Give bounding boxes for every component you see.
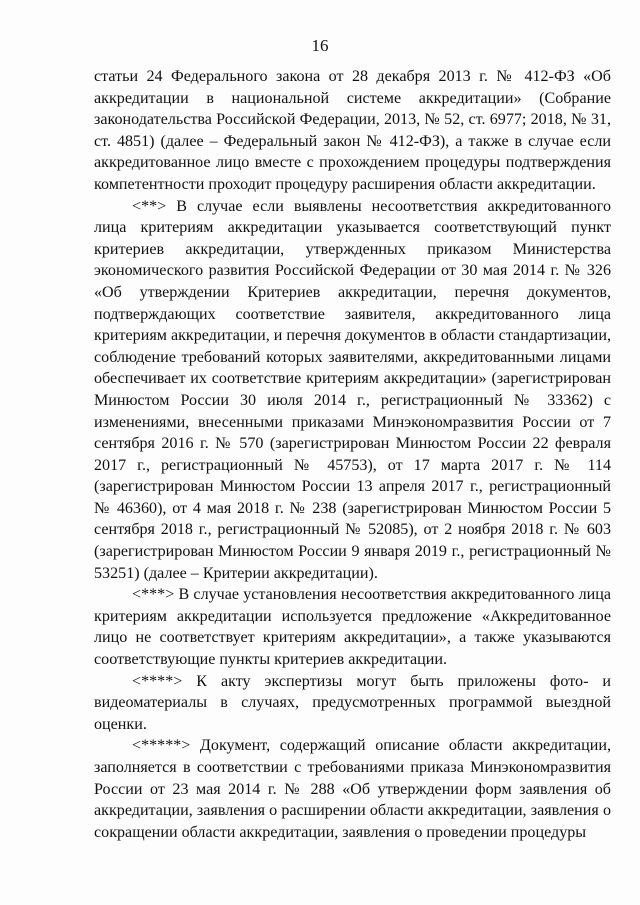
- footnote-paragraph: <**> В случае если выявлены несоответствия аккредитованного лица критериям аккредитации указывается соответствующий пункт критериев аккредитации, утвержденных приказом Министерства экономического развития Российской Федерации от 30 мая 2014 г. № 326 «Об утверждении Критериев аккредитации, перечня документов, подтверждающих соответствие заявителя, аккредитованного лица критериям аккредитации, и перечня документов в области стандартизации, соблюдение требований которых заявителями, аккредитованными лицами обеспечивает их соответствие критериям аккредитации» (зарегистрирован Минюстом России 30 июля 2014 г., регистрационный № 33362) с изменениями, внесенными приказами Минэкономразвития России от 7 сентября 2016 г. № 570 (зарегистрирован Минюстом России 22 февраля 2017 г., регистрационный № 45753), от 17 марта 2017 г. № 114 (зарегистрирован Минюстом России 13 апреля 2017 г., регистрационный № 46360), от 4 мая 2018 г. № 238 (зарегистрирован Минюстом России 5 сентября 2018 г., регистрационный № 52085), от 2 ноября 2018 г. № 603 (зарегистрирован Минюстом России 9 января 2019 г., регистрационный № 53251) (далее – Критерии аккредитации).: [94, 197, 611, 582]
- page-number: 16: [311, 36, 329, 55]
- document-body: [94, 66, 611, 843]
- footnote-paragraph: <*****> Документ, содержащий описание области аккредитации, заполняется в соответствии с требованиями приказа Минэкономразвития России от 23 мая 2014 г. № 288 «Об утверждении форм заявления об аккредитации, заявления о расширении области аккредитации, заявления о сокращении области аккредитации, заявления о проведении процедуры: [94, 737, 611, 841]
- footnote-paragraph: <****> К акту экспертизы могут быть приложены фото- и видеоматериалы в случаях, предусмотренных программой выездной оценки.: [94, 672, 611, 733]
- paragraph-continuation: статьи 24 Федерального закона от 28 декабря 2013 г. № 412-ФЗ «Об аккредитации в национальной системе аккредитации» (Собрание законодательства Российской Федерации, 2013, № 52, ст. 6977; 2018, № 31, ст. 4851) (далее – Федеральный закон № 412-ФЗ), а также в случае если аккредитованное лицо вместе с прохождением процедуры подтверждения компетентности проходит процедуру расширения области аккредитации.: [94, 68, 611, 193]
- footnote-paragraph: <***> В случае установления несоответствия аккредитованного лица критериям аккредитации используется предложение «Аккредитованное лицо не соответствует критериям аккредитации», а также указываются соответствующие пункты критериев аккредитации.: [94, 586, 611, 669]
